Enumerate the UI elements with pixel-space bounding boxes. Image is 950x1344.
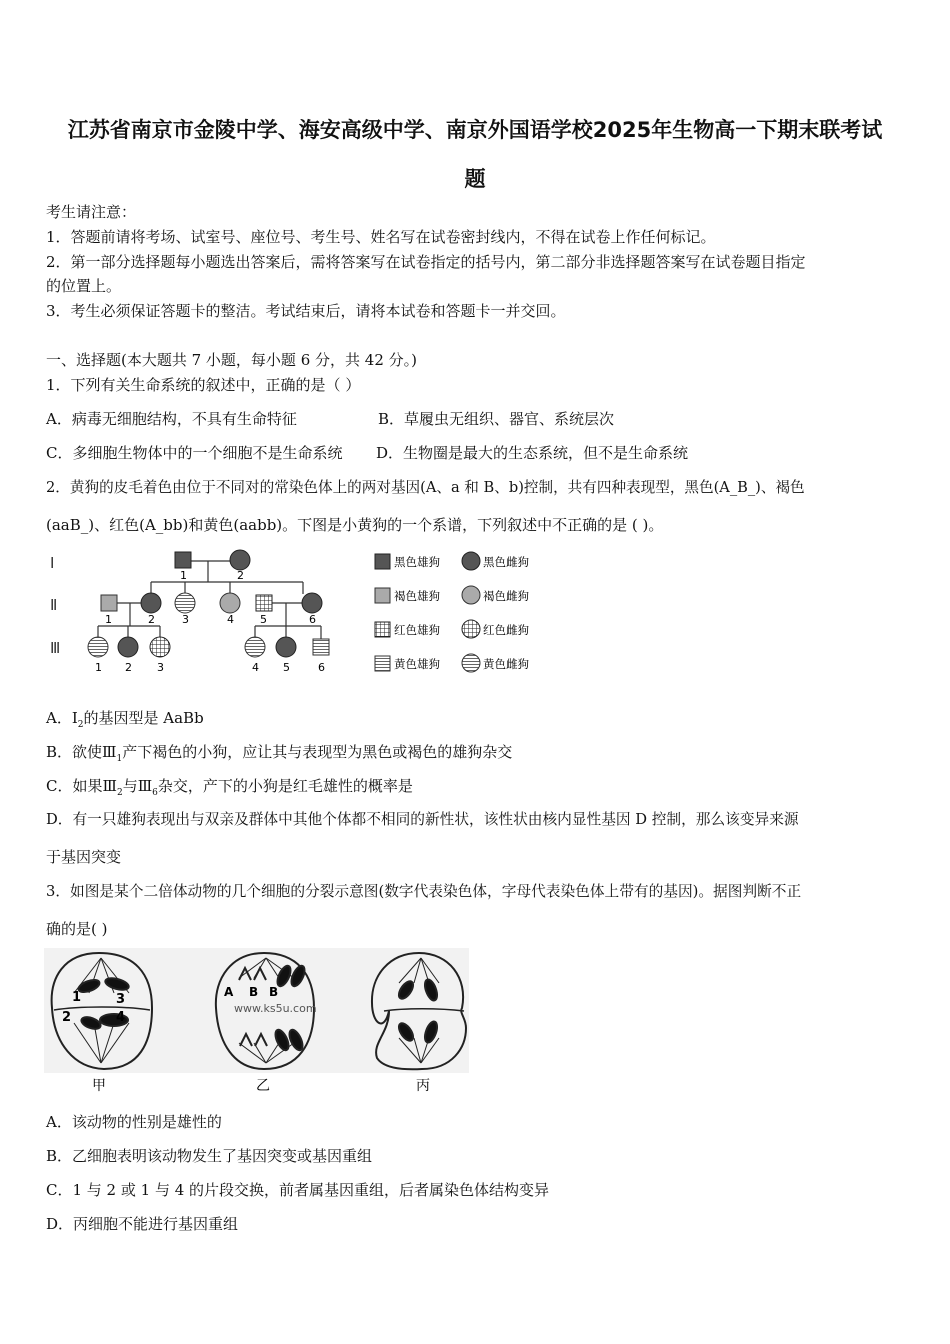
q1-stem: 1．下列有关生命系统的叙述中，正确的是（ ） bbox=[46, 376, 361, 394]
q2-option-c: C．如果$Ⅲ_2$与$Ⅲ_6$杂交，产下的小狗是红毛雄性的概率是 bbox=[46, 777, 413, 798]
exam-title-line1: 江苏省南京市金陵中学、海安高级中学、南京外国语学校2025年生物高一下期末联考试 bbox=[67, 118, 883, 142]
iii6-yellow-male bbox=[313, 639, 329, 655]
q3-option-c: C．1 与 2 或 1 与 4 的片段交换，前者属基因重组，后者属染色体结构变异 bbox=[46, 1181, 550, 1199]
iii1-yellow-female bbox=[88, 637, 108, 657]
ii2-black-female bbox=[141, 593, 161, 613]
section-heading: 一、选择题(本大题共 7 小题，每小题 6 分，共 42 分。) bbox=[46, 351, 417, 369]
i2-num: 2 bbox=[237, 569, 244, 582]
notice-item-2: 2．第一部分选择题每小题选出答案后，需将答案写在试卷指定的括号内，第二部分非选择题答案写在试卷题目指定 bbox=[46, 253, 806, 271]
cell-label-yi: 乙 bbox=[256, 1078, 270, 1094]
q2-option-a: A．$Ⅰ_2$的基因型是 AaBb bbox=[46, 709, 204, 730]
legend-brown-male-icon bbox=[375, 588, 390, 603]
ii5-num: 5 bbox=[260, 613, 267, 626]
ii6-black-female bbox=[302, 593, 322, 613]
legend-black-male-icon bbox=[375, 554, 390, 569]
iii4-num: 4 bbox=[252, 661, 259, 674]
q2-option-b: B．欲使$Ⅲ_1$产下褐色的小狗，应让其与表现型为黑色或褐色的雄狗杂交 bbox=[46, 743, 513, 764]
ii5-red-male bbox=[256, 595, 272, 611]
q3-option-b: B．乙细胞表明该动物发生了基因突变或基因重组 bbox=[46, 1147, 373, 1165]
i1-black-male bbox=[175, 552, 191, 568]
q3-stem-line2: 确的是( ) bbox=[46, 920, 108, 938]
ii6-num: 6 bbox=[309, 613, 316, 626]
gen-label-2: Ⅱ bbox=[50, 596, 58, 614]
gene-b2: B bbox=[269, 985, 279, 999]
notice-item-1: 1．答题前请将考场、试室号、座位号、考生号、姓名写在试卷密封线内，不得在试卷上作任何标记。 bbox=[46, 228, 716, 246]
gene-b1: B bbox=[249, 985, 259, 999]
iii2-num: 2 bbox=[125, 661, 132, 674]
ii3-yellow-female bbox=[175, 593, 195, 613]
gen-label-3: Ⅲ bbox=[50, 639, 61, 657]
gene-a: A bbox=[224, 985, 234, 999]
q1-option-c: C．多细胞生物体中的一个细胞不是生命系统 bbox=[46, 444, 343, 462]
legend-brown-female-icon bbox=[462, 586, 480, 604]
legend-yellow-male-icon bbox=[375, 656, 390, 671]
notice-heading: 考生请注意： bbox=[46, 203, 137, 221]
i1-num: 1 bbox=[180, 569, 187, 582]
legend-red-male: 红色雄狗 bbox=[394, 623, 440, 637]
legend-yellow-female: 黄色雌狗 bbox=[483, 657, 529, 671]
ii3-num: 3 bbox=[182, 613, 189, 626]
iii1-num: 1 bbox=[95, 661, 102, 674]
iii6-num: 6 bbox=[318, 661, 325, 674]
ii1-num: 1 bbox=[105, 613, 112, 626]
gen-label-1: Ⅰ bbox=[50, 554, 55, 572]
cell-label-bing: 丙 bbox=[416, 1078, 430, 1094]
iii3-red-female bbox=[150, 637, 170, 657]
legend-red-female-icon bbox=[462, 620, 480, 638]
i2-black-female bbox=[230, 550, 250, 570]
exam-title-line2: 题 bbox=[464, 167, 486, 191]
q3-option-d: D．丙细胞不能进行基因重组 bbox=[46, 1215, 239, 1233]
iii5-black-female bbox=[276, 637, 296, 657]
q3-stem-line1: 3．如图是某个二倍体动物的几个细胞的分裂示意图(数字代表染色体，字母代表染色体上带有的基因)。据图判断不正 bbox=[46, 883, 802, 900]
legend-black-female-icon bbox=[462, 552, 480, 570]
notice-item-3: 3．考生必须保证答题卡的整洁。考试结束后，请将本试卷和答题卡一并交回。 bbox=[46, 302, 566, 320]
legend-red-male-icon bbox=[375, 622, 390, 637]
chrom-3: 3 bbox=[116, 992, 126, 1007]
iii4-yellow-female bbox=[245, 637, 265, 657]
iii2-black-female bbox=[118, 637, 138, 657]
ii2-num: 2 bbox=[148, 613, 155, 626]
q1-option-b: B．草履虫无组织、器官、系统层次 bbox=[378, 410, 615, 428]
legend-brown-male: 褐色雄狗 bbox=[394, 589, 440, 603]
q2-stem-line1: 2．黄狗的皮毛着色由位于不同对的常染色体上的两对基因(A、a 和 B、b)控制，共有四种表现型，黑色(A_B_)、褐色 bbox=[46, 479, 805, 496]
legend-black-male: 黑色雄狗 bbox=[394, 555, 440, 569]
pedigree-figure bbox=[40, 544, 560, 679]
chrom-4: 4 bbox=[116, 1010, 126, 1025]
ii4-brown-female bbox=[220, 593, 240, 613]
q2-option-d-line1: D．有一只雄狗表现出与双亲及群体中其他个体都不相同的新性状，该性状由核内显性基因 D 控制，那么该变异来源 bbox=[46, 811, 799, 828]
q1-option-a: A．病毒无细胞结构，不具有生命特征 bbox=[46, 410, 297, 428]
legend-brown-female: 褐色雌狗 bbox=[483, 589, 529, 603]
legend-yellow-male: 黄色雄狗 bbox=[394, 657, 440, 671]
cell-label-jia: 甲 bbox=[92, 1078, 106, 1094]
ii1-brown-male bbox=[101, 595, 117, 611]
watermark: www.ks5u.com bbox=[234, 1002, 317, 1015]
q3-option-a: A．该动物的性别是雄性的 bbox=[46, 1113, 222, 1131]
ii4-num: 4 bbox=[227, 613, 234, 626]
q2-option-d-line2: 于基因突变 bbox=[46, 848, 122, 866]
q2-stem-line2: (aaB_)、红色(A_bb)和黄色(aabb)。下图是小黄狗的一个系谱，下列叙述中不正确的是 ( )。 bbox=[46, 516, 664, 534]
legend-black-female: 黑色雌狗 bbox=[483, 555, 529, 569]
q1-option-d: D．生物圈是最大的生态系统，但不是生命系统 bbox=[376, 444, 689, 462]
legend-yellow-female-icon bbox=[462, 654, 480, 672]
iii3-num: 3 bbox=[157, 661, 164, 674]
iii5-num: 5 bbox=[283, 661, 290, 674]
chrom-1: 1 bbox=[72, 990, 82, 1005]
notice-item-2-cont: 的位置上。 bbox=[46, 277, 122, 295]
cell-division-figure bbox=[44, 948, 469, 1096]
chrom-2: 2 bbox=[62, 1010, 72, 1025]
legend-red-female: 红色雌狗 bbox=[483, 623, 529, 637]
